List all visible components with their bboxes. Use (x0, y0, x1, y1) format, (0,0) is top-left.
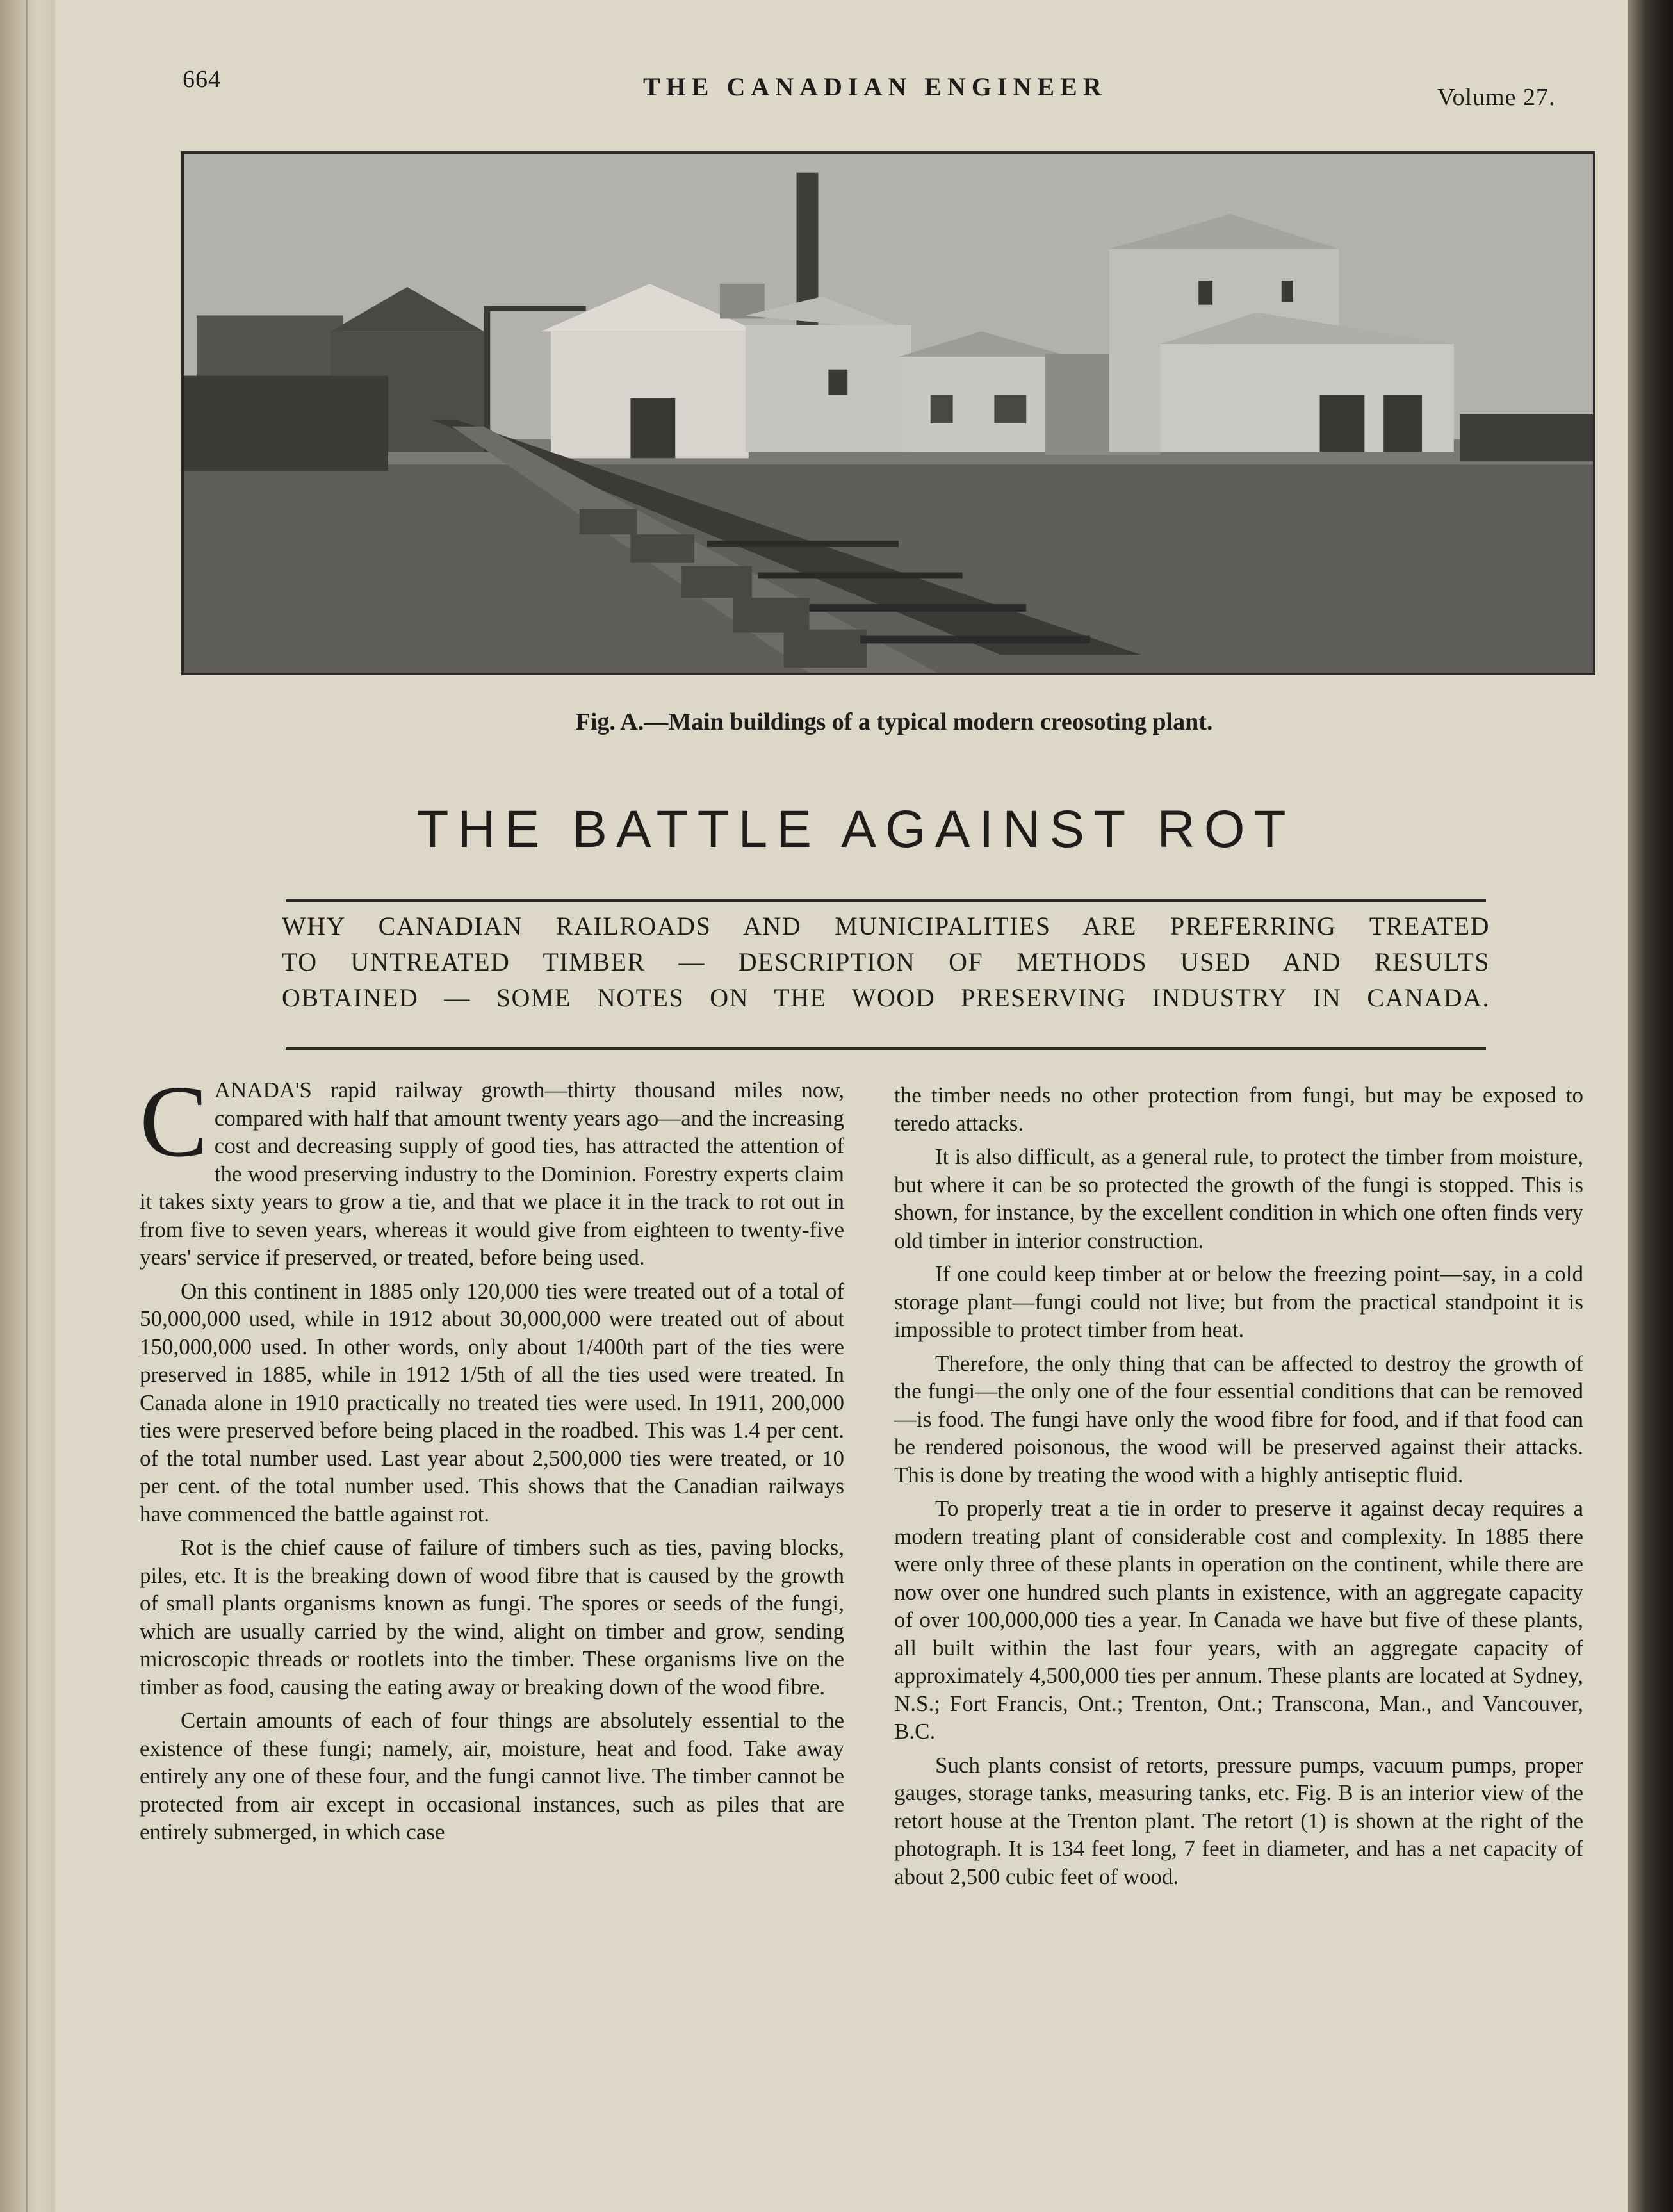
page-number: 664 (183, 66, 221, 93)
drop-cap: C (140, 1064, 208, 1178)
book-binding (0, 0, 55, 2212)
journal-title: THE CANADIAN ENGINEER (643, 72, 1107, 101)
text-column-right (894, 1081, 1583, 1896)
title-rule-top (286, 899, 1486, 902)
subtitle-line: OBTAINED — SOME NOTES ON THE WOOD PRESERVING INDUSTRY IN CANADA. (282, 983, 1490, 1012)
article-subtitle (282, 908, 1490, 1016)
paragraph: Such plants consist of retorts, pressure pumps, vacuum pumps, proper gauges, storage tanks, measuring tanks, etc. Fig. B is an interior view of the retort house at the Trenton plant. The retort (1) is shown at the right of the photograph. It is 134 feet long, 7 feet in diameter, and has a net capacity of about 2,500 cubic feet of wood. (894, 1752, 1583, 1889)
paragraph: If one could keep timber at or below the freezing point—say, in a cold storage plant—fungi could not live; but from the practical standpoint it is impossible to protect timber from heat. (894, 1261, 1583, 1342)
paragraph: It is also difficult, as a general rule, to protect the timber from moisture, but where it can be so protected the growth of the fungi is stopped. This is shown, for instance, by the excellent condition in which one often finds very old timber in interior construction. (894, 1144, 1583, 1253)
text-column-left (140, 1064, 844, 1852)
figure-caption: Fig. A.—Main buildings of a typical modern creosoting plant. (575, 709, 1213, 735)
paragraph: To properly treat a tie in order to preserve it against decay requires a modern treating plant of considerable cost and complexity. In 1885 there were only three of these plants in operation on the continent, while there are now over one hundred such plants in existence, with an aggregate capacity of over 100,000,000 ties a year. In Canada we have but five of these plants, all built within the last four years, with an aggregate capacity of approximately 4,500,000 ties per annum. These plants are located at Sydney, N.S.; Fort Francis, Ont.; Trenton, Ont.; Transcona, Man., and Vancouver, B.C. (894, 1496, 1583, 1744)
paragraph: the timber needs no other protection from fungi, but may be exposed to teredo attacks. (894, 1083, 1583, 1136)
figure-photo-creosoting-plant (181, 151, 1595, 675)
facing-page-edge (1628, 0, 1673, 2212)
subtitle-line: WHY CANADIAN RAILROADS AND MUNICIPALITIES ARE PREFERRING TREATED (282, 912, 1490, 940)
paragraph: Therefore, the only thing that can be affected to destroy the growth of the fungi—the only one of the four essential conditions that can be removed—is food. The fungi have only the wood fibre for food, and if that food can be rendered poisonous, the wood will be preserved against their attacks. This is done by treating the wood with a highly antiseptic fluid. (894, 1350, 1583, 1487)
volume-label: Volume 27. (1437, 84, 1556, 111)
title-rule-bottom (286, 1047, 1486, 1050)
paragraph: Rot is the chief cause of failure of timbers such as ties, paving blocks, piles, etc. It is the breaking down of wood fibre that is caused by the growth of small plants organisms known as fungi. The spores or seeds of the fungi, which are usually carried by the wind, alight on timber and grow, sending microscopic threads or rootlets into the timber. These organisms live on the timber as food, causing the eating away or breaking down of the wood fibre. (140, 1535, 844, 1700)
paragraph: Certain amounts of each of four things are absolutely essential to the existence of these fungi; namely, air, moisture, heat and food. Take away entirely any one of these four, and the fungi cannot live. The timber cannot be protected from air except in occasional instances, such as piles that are entirely submerged, in which case (140, 1708, 844, 1844)
article-title: THE BATTLE AGAINST ROT (416, 800, 1295, 858)
subtitle-line: TO UNTREATED TIMBER — DESCRIPTION OF METHODS USED AND RESULTS (282, 947, 1490, 976)
paragraph: On this continent in 1885 only 120,000 ties were treated out of a total of 50,000,000 used, while in 1912 about 30,000,000 were treated out of about 150,000,000 used. In other words, only about 1/400th part of the ties were preserved in 1885, while in 1912 1/5th of all the ties used were treated. In Canada alone in 1910 practically no treated ties were used. In 1911, 200,000 ties were preserved before being placed in the roadbed. This was 1.4 per cent. of the total number used. Last year about 2,500,000 ties were treated, or 10 per cent. of the total number used. This shows that the Canadian railways have commenced the battle against rot. (140, 1278, 844, 1527)
paragraph: CANADA'S rapid railway growth—thirty thousand miles now, compared with half that amount twenty years ago—and the increasing cost and decreasing supply of good ties, has attracted the attention of the wood preserving industry to the Dominion. Forestry experts claim it takes sixty years to grow a tie, and that we place it in the track to rot out in from five to seven years, whereas it would give from eighteen to twenty-five years' service if preserved, or treated, before being used. (140, 1064, 844, 1270)
